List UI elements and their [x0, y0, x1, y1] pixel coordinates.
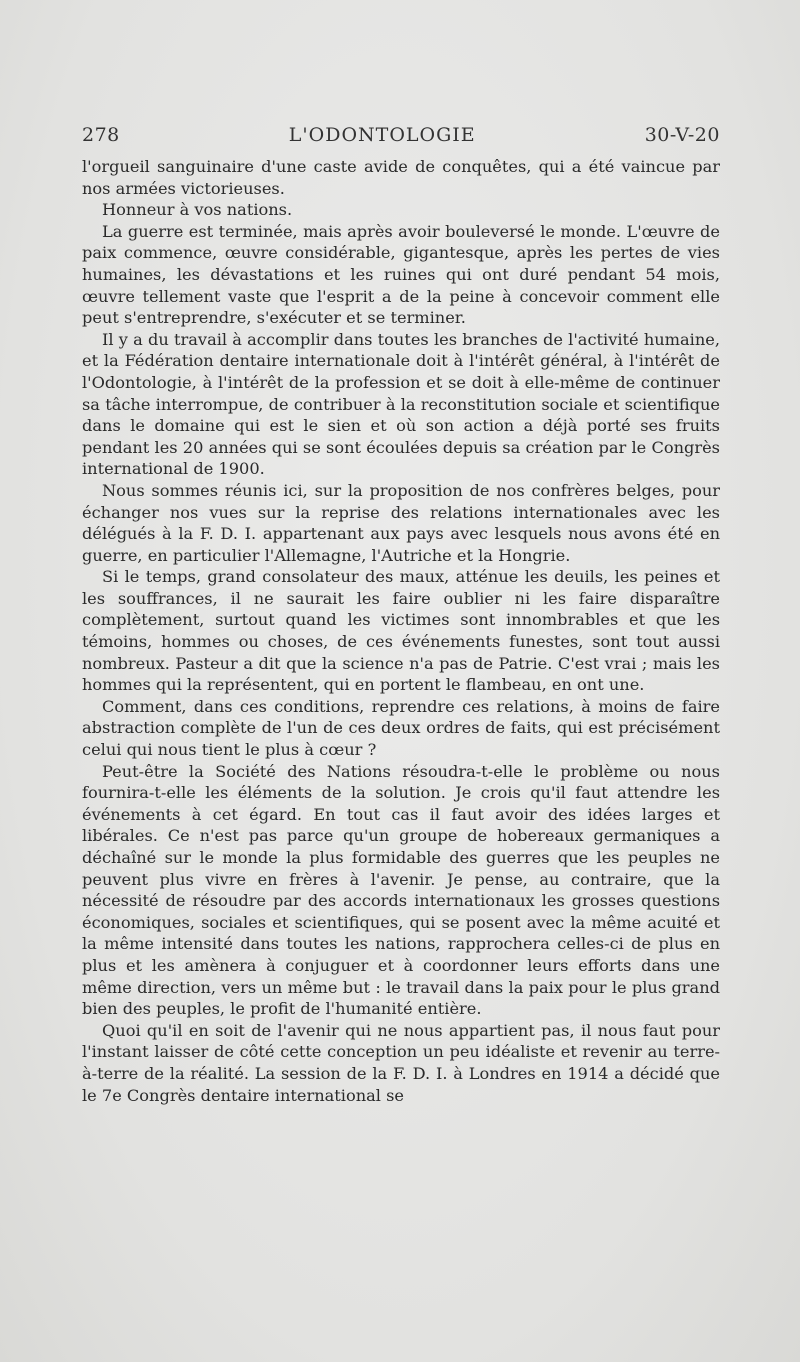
body-text [82, 156, 720, 1106]
page [82, 124, 720, 1106]
paragraph: Honneur à vos nations. [102, 200, 293, 220]
page-number: 278 [82, 124, 120, 146]
paragraph: Nous sommes réunis ici, sur la proposition de nos confrères belges, pour échanger nos vues sur la reprise des relations internationales avec les délégués à la F. D. I. appartenant aux pays avec lesquels nous avons été en guerre, en particulier l'Allemagne, l'Autriche et la Hongrie. [82, 480, 720, 565]
paragraph: Quoi qu'il en soit de l'avenir qui ne nous appartient pas, il nous faut pour l'instant laisser de côté cette conception un peu idéaliste et revenir au terre-à-terre de la réalité. La session de la F. D. I. à Londres en 1914 a décidé que le 7e Congrès dentaire international se [82, 1020, 720, 1105]
paragraph: Il y a du travail à accomplir dans toutes les branches de l'activité humaine, et la Fédération dentaire internationale doit à l'intérêt général, à l'intérêt de l'Odontologie, à l'intérêt de la profession et se doit à elle-même de continuer sa tâche interrompue, de contribuer à la reconstitution sociale et scientifique dans le domaine qui est le sien et où son action a déjà porté ses fruits pendant les 20 années qui se sont écoulées depuis sa création par le Congrès international de 1900. [82, 329, 720, 479]
paragraph: Si le temps, grand consolateur des maux, atténue les deuils, les peines et les souffrances, il ne saurait les faire oublier ni les faire disparaître complètement, surtout quand les victimes sont innombrables et que les témoins, hommes ou choses, de ces événements funestes, sont tout aussi nombreux. Pasteur a dit que la science n'a pas de Patrie. C'est vrai ; mais les hommes qui la représentent, qui en portent le flambeau, en ont une. [82, 567, 720, 695]
issue-date: 30-V-20 [644, 124, 720, 146]
paragraph: Comment, dans ces conditions, reprendre ces relations, à moins de faire abstraction complète de l'un de ces deux ordres de faits, qui est précisément celui qui nous tient le plus à cœur ? [82, 696, 720, 760]
paragraph: Peut-être la Société des Nations résoudra-t-elle le problème ou nous fournira-t-elle les éléments de la solution. Je crois qu'il faut attendre les événements à cet égard. En tout cas il faut avoir des idées larges et libérales. Ce n'est pas parce qu'un groupe de hobereaux germaniques a déchaîné sur le monde la plus formidable des guerres que les peuples ne peuvent plus vivre en frères à l'avenir. Je pense, au contraire, que la nécessité de résoudre par des accords internationaux les grosses questions économiques, sociales et scientifiques, qui se posent avec la même acuité et la même intensité dans toutes les nations, rapprochera celles-ci de plus en plus et les amènera à conjuguer et à coordonner leurs efforts dans une même direction, vers un même but : le travail dans la paix pour le plus grand bien des peuples, le profit de l'humanité entière. [82, 761, 720, 1019]
running-header [82, 124, 720, 146]
paragraph: l'orgueil sanguinaire d'une caste avide de conquêtes, qui a été vaincue par nos armées victorieuses. [82, 157, 720, 198]
paragraph: La guerre est terminée, mais après avoir bouleversé le monde. L'œuvre de paix commence, œuvre considérable, gigantesque, après les pertes de vies humaines, les dévastations et les ruines qui ont duré pendant 54 mois, œuvre tellement vaste que l'esprit a de la peine à concevoir comment elle peut s'entreprendre, s'exécuter et se terminer. [82, 221, 720, 328]
journal-title: L'ODONTOLOGIE [288, 124, 476, 146]
